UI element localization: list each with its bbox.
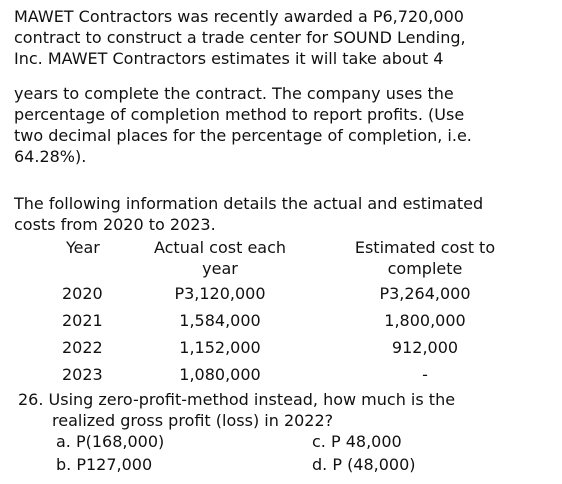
row-year: 2022	[62, 338, 103, 357]
row-estimated: 912,000	[391, 338, 459, 357]
choice-c[interactable]: c. P 48,000	[312, 432, 402, 451]
choice-a[interactable]: a. P(168,000)	[56, 432, 165, 451]
question-text-line2: realized gross profit (loss) in 2022?	[52, 411, 334, 430]
row-actual: 1,152,000	[179, 338, 261, 357]
method-paragraph	[14, 83, 554, 167]
row-estimated: P3,264,000	[379, 284, 471, 303]
row-actual: P3,120,000	[174, 284, 266, 303]
text-line: percentage of completion method to report profits. (Use	[14, 105, 465, 124]
intro-paragraph	[14, 6, 554, 69]
row-year: 2021	[62, 311, 103, 330]
row-estimated: 1,800,000	[384, 311, 466, 330]
header-actual-line2: year	[202, 259, 238, 278]
question-text-line1: 26. Using zero-profit-method instead, how much is the	[18, 390, 456, 409]
header-estimated-line1: Estimated cost to	[354, 238, 496, 257]
info-paragraph	[14, 193, 554, 235]
text-line: contract to construct a trade center for SOUND Lending,	[14, 28, 466, 47]
header-year: Year	[66, 238, 100, 257]
text-line: The following information details the actual and estimated	[14, 194, 484, 213]
text-line: MAWET Contractors was recently awarded a P6,720,000	[14, 7, 464, 26]
row-actual: 1,584,000	[179, 311, 261, 330]
text-line: years to complete the contract. The company uses the	[14, 84, 454, 103]
header-estimated-line2: complete	[387, 259, 463, 278]
row-actual: 1,080,000	[179, 365, 261, 384]
choice-d[interactable]: d. P (48,000)	[312, 455, 416, 474]
header-actual-line1: Actual cost each	[153, 238, 287, 257]
row-estimated: -	[422, 365, 428, 384]
row-year: 2020	[62, 284, 103, 303]
row-year: 2023	[62, 365, 103, 384]
text-line: 64.28%).	[14, 147, 87, 166]
text-line: Inc. MAWET Contractors estimates it will take about 4	[14, 49, 444, 68]
text-line: two decimal places for the percentage of completion, i.e.	[14, 126, 472, 145]
choice-b[interactable]: b. P127,000	[56, 455, 153, 474]
text-line: costs from 2020 to 2023.	[14, 215, 216, 234]
